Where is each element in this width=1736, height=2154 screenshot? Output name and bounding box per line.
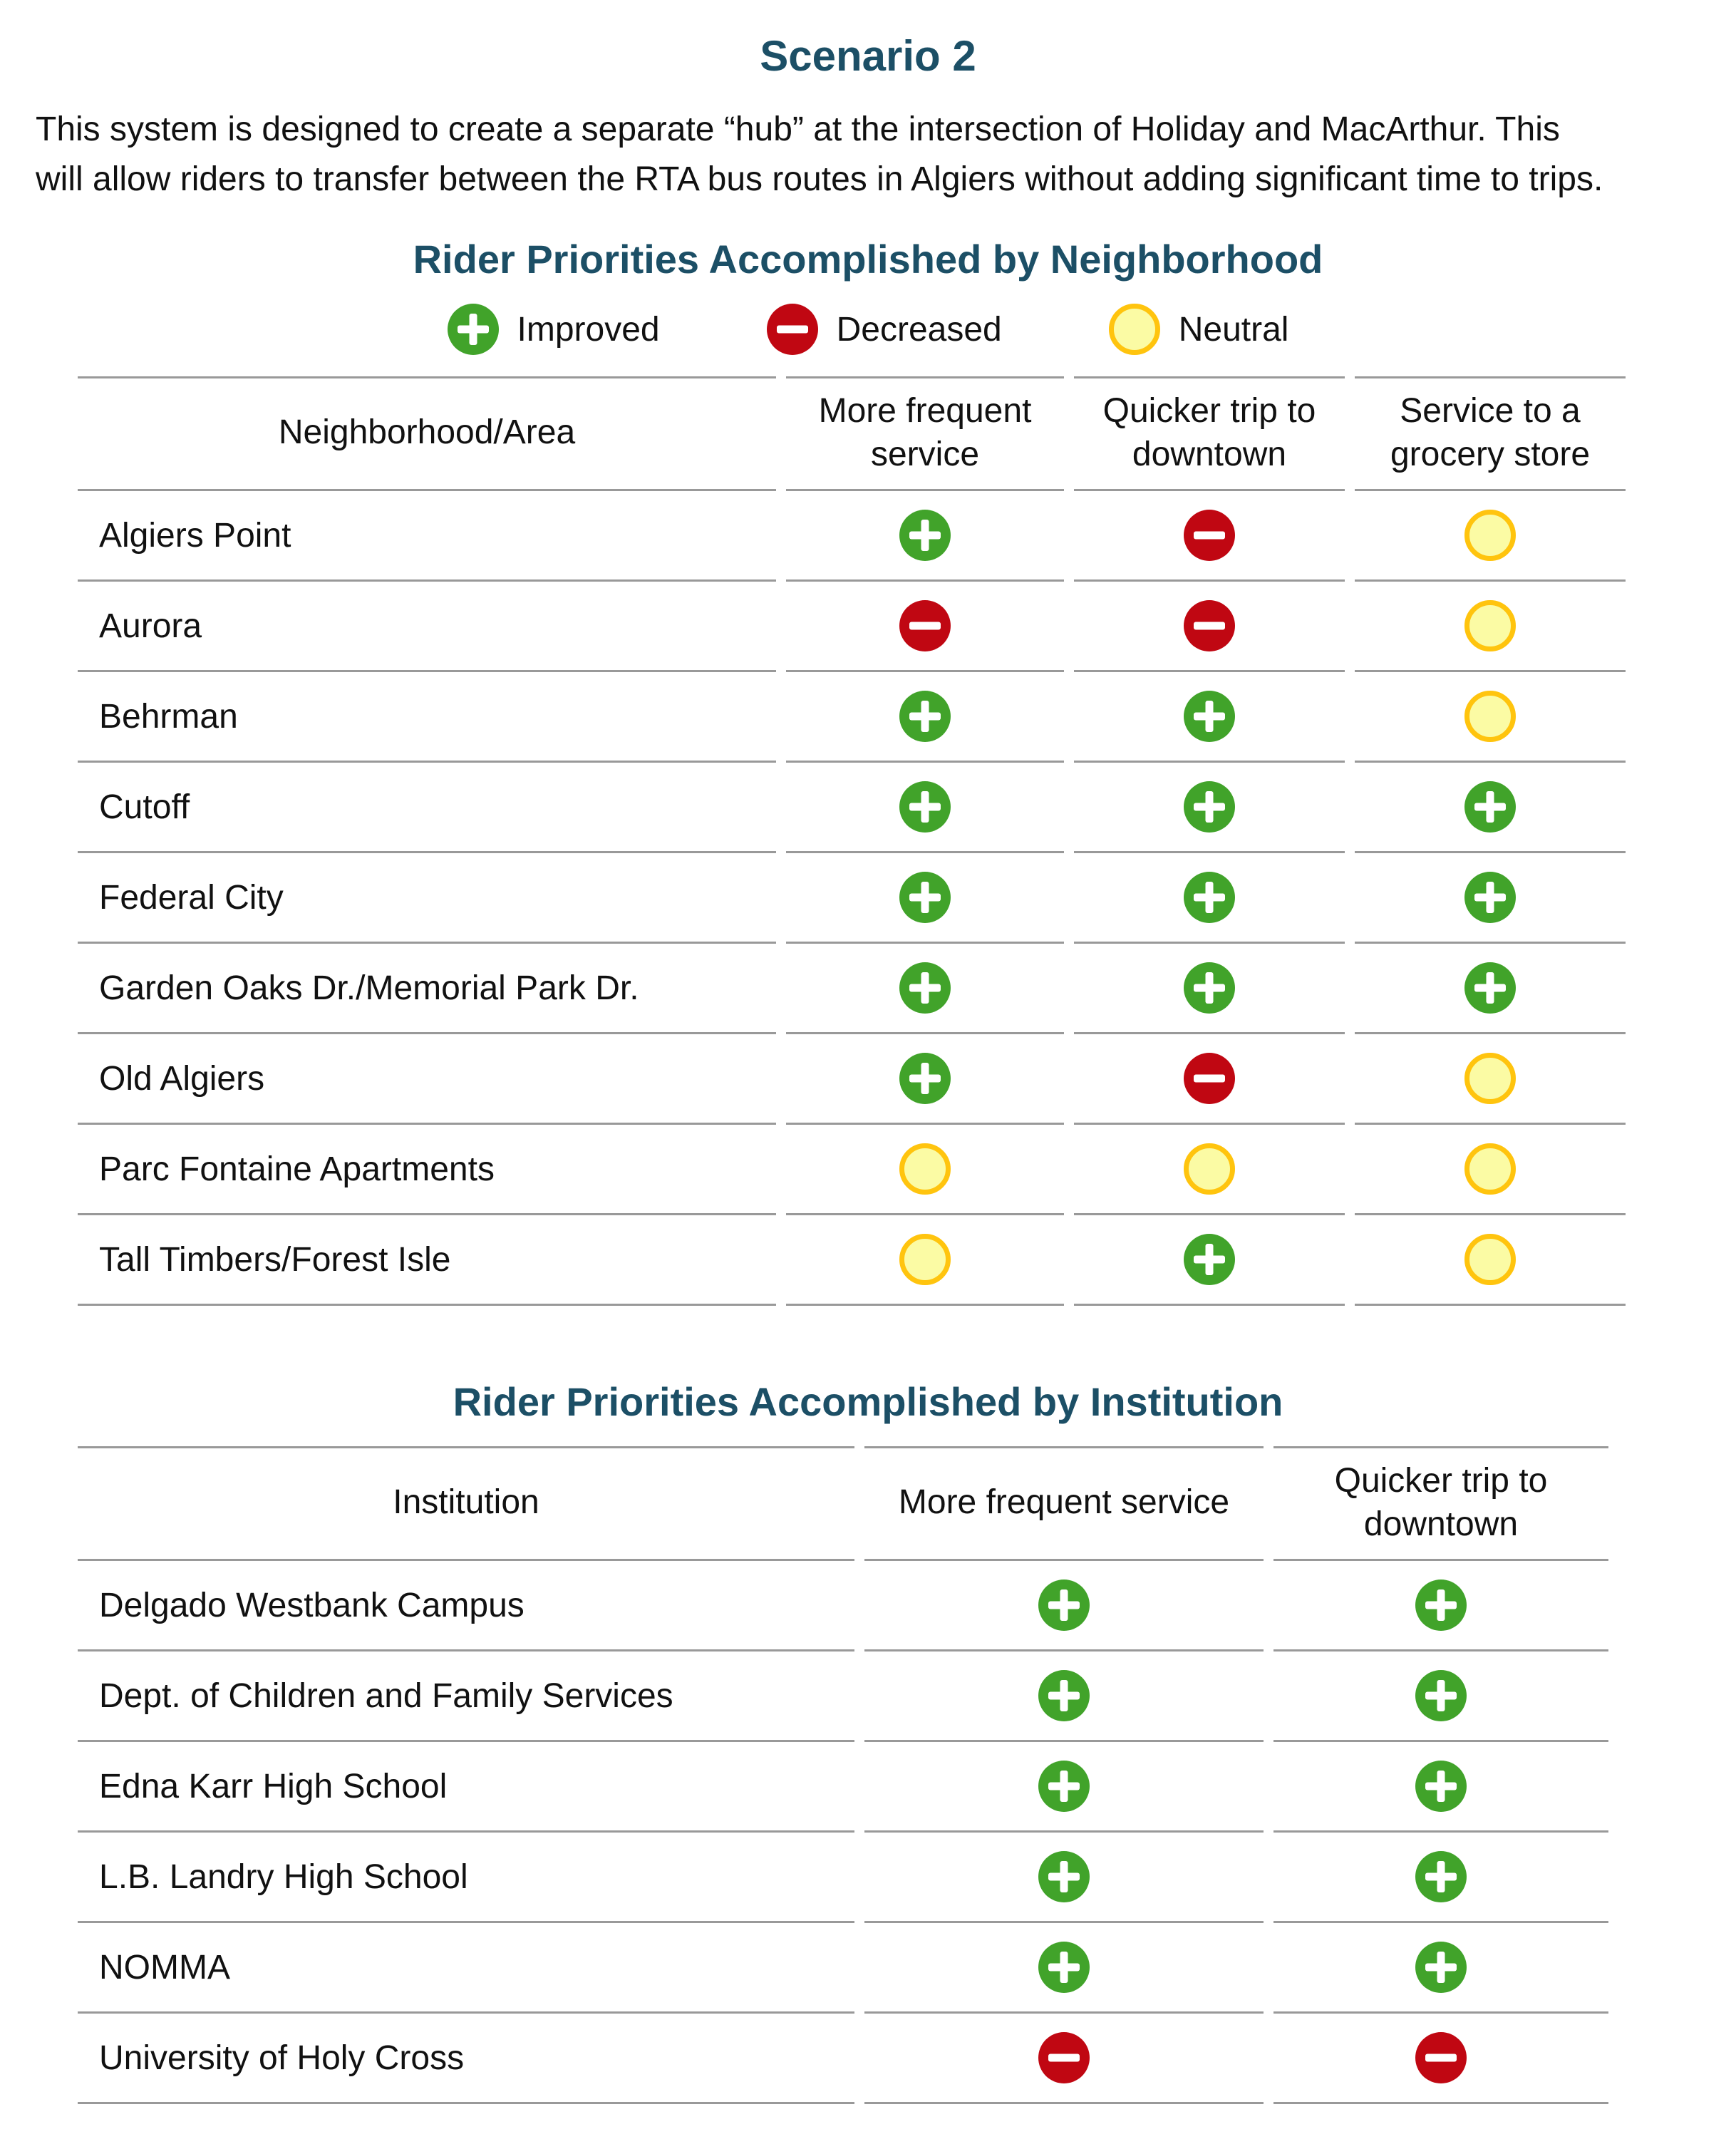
intro-paragraph xyxy=(36,105,1693,205)
status-cell xyxy=(864,1833,1264,1923)
neutral-icon xyxy=(1184,1143,1235,1195)
status-cell xyxy=(864,1923,1264,2014)
page-title: Scenario 2 xyxy=(760,32,976,80)
improved-icon xyxy=(1415,1761,1467,1812)
improved-icon xyxy=(1184,781,1235,833)
intro-line-2: will allow riders to transfer between the RTA bus routes in Algiers without adding significant time to trips. xyxy=(36,160,1603,199)
status-cell xyxy=(1355,1034,1626,1125)
neutral-icon xyxy=(1109,304,1160,355)
status-cell xyxy=(786,853,1064,944)
table-row xyxy=(78,1561,1608,1651)
status-cell xyxy=(1074,582,1345,672)
row-label: Edna Karr High School xyxy=(78,1742,854,1833)
neutral-icon xyxy=(899,1143,951,1195)
legend-item-decreased xyxy=(767,304,1002,355)
row-label: Parc Fontaine Apartments xyxy=(78,1125,776,1215)
table-row xyxy=(78,1742,1608,1833)
status-cell xyxy=(1273,1833,1608,1923)
improved-icon xyxy=(1184,872,1235,923)
status-cell xyxy=(864,1742,1264,1833)
status-cell xyxy=(786,763,1064,853)
status-legend xyxy=(0,304,1736,355)
neutral-icon xyxy=(1464,1234,1516,1285)
table-row xyxy=(78,1651,1608,1742)
improved-icon xyxy=(1038,1942,1090,1993)
table-row xyxy=(78,491,1626,582)
status-cell xyxy=(786,672,1064,763)
status-cell xyxy=(1273,1742,1608,1833)
improved-icon xyxy=(899,781,951,833)
row-label: University of Holy Cross xyxy=(78,2014,854,2104)
improved-icon xyxy=(1038,1670,1090,1721)
status-cell xyxy=(1074,1125,1345,1215)
status-cell xyxy=(864,1561,1264,1651)
legend-item-improved xyxy=(448,304,660,355)
table-row xyxy=(78,1833,1608,1923)
row-label: Old Algiers xyxy=(78,1034,776,1125)
row-label: Tall Timbers/Forest Isle xyxy=(78,1215,776,1306)
status-cell xyxy=(786,1125,1064,1215)
improved-icon xyxy=(1464,962,1516,1014)
status-cell xyxy=(1355,1215,1626,1306)
decreased-icon xyxy=(899,600,951,651)
table-row xyxy=(78,1215,1626,1306)
legend-label-improved: Improved xyxy=(517,310,660,349)
row-label: Garden Oaks Dr./Memorial Park Dr. xyxy=(78,944,776,1034)
row-label: Cutoff xyxy=(78,763,776,853)
neighborhood-table xyxy=(68,376,1636,1306)
neutral-icon xyxy=(1464,600,1516,651)
improved-icon xyxy=(1464,872,1516,923)
table-row xyxy=(78,2014,1608,2104)
improved-icon xyxy=(899,691,951,742)
improved-icon xyxy=(899,510,951,561)
table-row xyxy=(78,944,1626,1034)
improved-icon xyxy=(899,1053,951,1104)
improved-icon xyxy=(448,304,499,355)
column-header-quicker-trip: Quicker trip to downtown xyxy=(1273,1446,1608,1561)
row-label: L.B. Landry High School xyxy=(78,1833,854,1923)
column-header-institution: Institution xyxy=(78,1446,854,1561)
row-label: Aurora xyxy=(78,582,776,672)
column-header-quicker-trip: Quicker trip to downtown xyxy=(1074,376,1345,491)
neighborhood-section-title: Rider Priorities Accomplished by Neighborhood xyxy=(413,237,1323,282)
status-cell xyxy=(1074,672,1345,763)
table-row xyxy=(78,1125,1626,1215)
status-cell xyxy=(786,1034,1064,1125)
status-cell xyxy=(786,1215,1064,1306)
status-cell xyxy=(1074,763,1345,853)
decreased-icon xyxy=(1415,2032,1467,2083)
status-cell xyxy=(1074,491,1345,582)
decreased-icon xyxy=(1184,510,1235,561)
institution-table xyxy=(68,1446,1618,2104)
status-cell xyxy=(1355,944,1626,1034)
row-label: Algiers Point xyxy=(78,491,776,582)
neutral-icon xyxy=(1464,1143,1516,1195)
decreased-icon xyxy=(767,304,818,355)
status-cell xyxy=(1355,763,1626,853)
row-label: Federal City xyxy=(78,853,776,944)
status-cell xyxy=(1273,1923,1608,2014)
table-row xyxy=(78,763,1626,853)
decreased-icon xyxy=(1184,1053,1235,1104)
improved-icon xyxy=(1038,1851,1090,1902)
status-cell xyxy=(1074,944,1345,1034)
status-cell xyxy=(1074,1034,1345,1125)
column-header-grocery: Service to a grocery store xyxy=(1355,376,1626,491)
improved-icon xyxy=(1415,1942,1467,1993)
improved-icon xyxy=(1415,1670,1467,1721)
table-row xyxy=(78,1923,1608,2014)
neighborhood-header-row xyxy=(78,376,1626,491)
row-label: Behrman xyxy=(78,672,776,763)
status-cell xyxy=(864,2014,1264,2104)
intro-line-1: This system is designed to create a separate “hub” at the intersection of Holiday and MacArthur. This xyxy=(36,110,1560,148)
institution-header-row xyxy=(78,1446,1608,1561)
improved-icon xyxy=(899,872,951,923)
improved-icon xyxy=(1415,1580,1467,1631)
table-row xyxy=(78,853,1626,944)
table-row xyxy=(78,582,1626,672)
status-cell xyxy=(864,1651,1264,1742)
table-row xyxy=(78,1034,1626,1125)
legend-item-neutral xyxy=(1109,304,1289,355)
status-cell xyxy=(786,944,1064,1034)
status-cell xyxy=(1355,491,1626,582)
improved-icon xyxy=(1038,1761,1090,1812)
improved-icon xyxy=(1184,691,1235,742)
status-cell xyxy=(1355,582,1626,672)
status-cell xyxy=(1273,2014,1608,2104)
status-cell xyxy=(1074,1215,1345,1306)
column-header-neighborhood: Neighborhood/Area xyxy=(78,376,776,491)
neutral-icon xyxy=(1464,510,1516,561)
status-cell xyxy=(1355,672,1626,763)
improved-icon xyxy=(1184,1234,1235,1285)
neutral-icon xyxy=(899,1234,951,1285)
row-label: NOMMA xyxy=(78,1923,854,2014)
table-row xyxy=(78,672,1626,763)
status-cell xyxy=(1273,1561,1608,1651)
improved-icon xyxy=(1038,1580,1090,1631)
neutral-icon xyxy=(1464,691,1516,742)
row-label: Delgado Westbank Campus xyxy=(78,1561,854,1651)
decreased-icon xyxy=(1184,600,1235,651)
institution-section-title: Rider Priorities Accomplished by Institution xyxy=(453,1379,1283,1425)
legend-label-decreased: Decreased xyxy=(836,310,1002,349)
status-cell xyxy=(1074,853,1345,944)
improved-icon xyxy=(1415,1851,1467,1902)
status-cell xyxy=(1355,1125,1626,1215)
legend-label-neutral: Neutral xyxy=(1178,310,1289,349)
row-label: Dept. of Children and Family Services xyxy=(78,1651,854,1742)
improved-icon xyxy=(899,962,951,1014)
status-cell xyxy=(786,491,1064,582)
column-header-more-frequent-service: More frequent service xyxy=(864,1446,1264,1561)
status-cell xyxy=(1273,1651,1608,1742)
improved-icon xyxy=(1464,781,1516,833)
decreased-icon xyxy=(1038,2032,1090,2083)
status-cell xyxy=(1355,853,1626,944)
status-cell xyxy=(786,582,1064,672)
neutral-icon xyxy=(1464,1053,1516,1104)
improved-icon xyxy=(1184,962,1235,1014)
column-header-more-frequent-service: More frequent service xyxy=(786,376,1064,491)
